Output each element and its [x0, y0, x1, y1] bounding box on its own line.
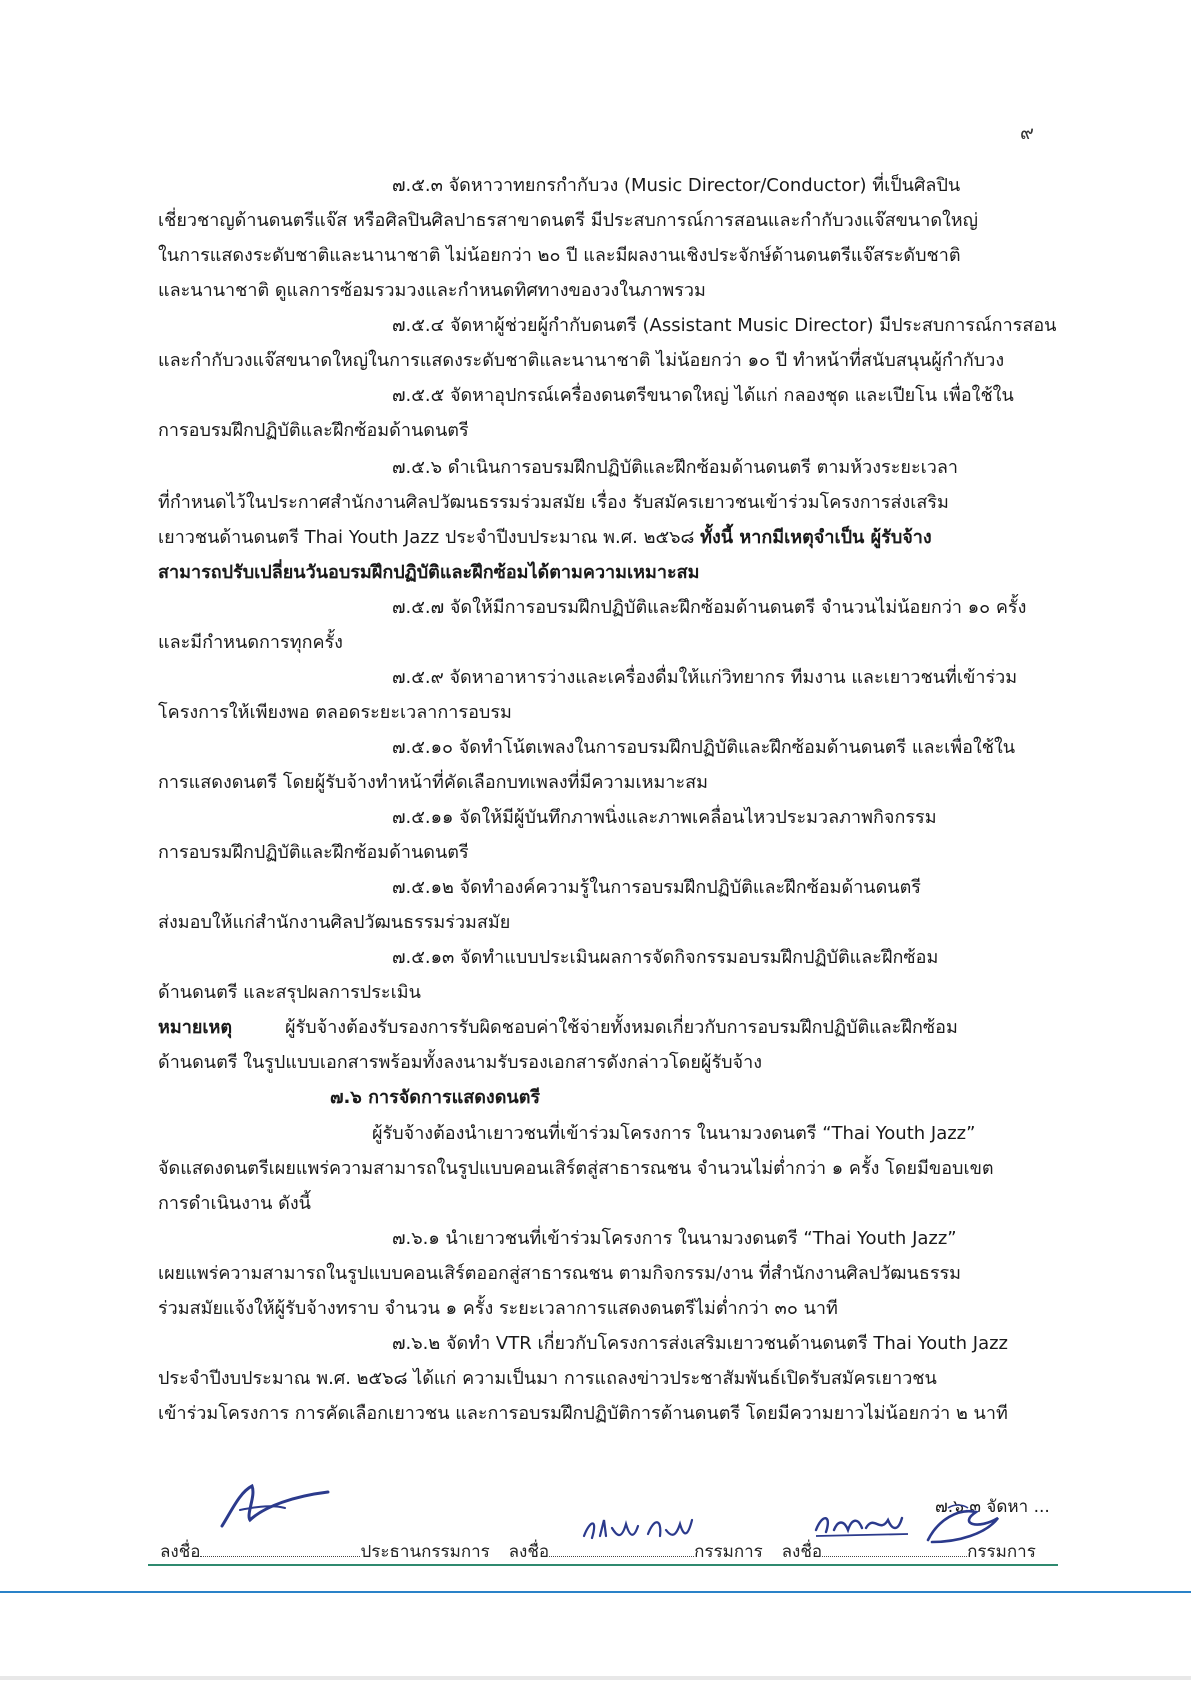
para-761-line-2: เผยแพร่ความสามารถในรูปแบบคอนเสิร์ตออกสู่สาธารณชน ตามกิจกรรม/งาน ที่สำนักงานศิลปวัฒนธรรม — [158, 1263, 962, 1284]
para-756-line-3-text: เยาวชนด้านดนตรี Thai Youth Jazz ประจำปีงบประมาณ พ.ศ. ๒๕๖๘ — [158, 527, 695, 548]
para-7510-line-1: ๗.๕.๑๐ จัดทำโน้ตเพลงในการอบรมฝึกปฏิบัติและฝึกซ้อมด้านดนตรี และเพื่อใช้ใน — [392, 737, 1016, 758]
bottom-strip — [0, 1676, 1191, 1680]
para-762-line-2: ประจำปีงบประมาณ พ.ศ. ๒๕๖๘ ได้แก่ ความเป็นมา การแถลงข่าวประชาสัมพันธ์เปิดรับสมัครเยาวชน — [158, 1368, 937, 1389]
footer-rule-green — [148, 1564, 1058, 1566]
para-753-line-4: และนานาชาติ ดูแลการซ้อมรวมวงและกำหนดทิศทางของวงในภาพรวม — [158, 280, 706, 301]
para-762-line-1: ๗.๖.๒ จัดทำ VTR เกี่ยวกับโครงการส่งเสริมเยาวชนด้านดนตรี Thai Youth Jazz — [392, 1333, 1008, 1354]
sign-label-2: ลงชื่อ — [508, 1542, 550, 1562]
para-756-line-1: ๗.๕.๖ ดำเนินการอบรมฝึกปฏิบัติและฝึกซ้อมด้านดนตรี ตามห้วงระยะเวลา — [392, 457, 959, 478]
para-755-line-1: ๗.๕.๕ จัดหาอุปกรณ์เครื่องดนตรีขนาดใหญ่ ได้แก่ กลองชุด และเปียโน เพื่อใช้ใน — [392, 385, 1014, 406]
para-762-line-3: เข้าร่วมโครงการ การคัดเลือกเยาวชน และการอบรมฝึกปฏิบัติการด้านดนตรี โดยมีความยาวไม่น้อยกว่า ๒ นาที — [158, 1403, 1008, 1424]
para-7512-line-2: ส่งมอบให้แก่สำนักงานศิลปวัฒนธรรมร่วมสมัย — [158, 912, 511, 933]
para-7512-line-1: ๗.๕.๑๒ จัดทำองค์ความรู้ในการอบรมฝึกปฏิบัติและฝึกซ้อมด้านดนตรี — [392, 877, 921, 898]
para-76-line-3: การดำเนินงาน ดังนี้ — [158, 1193, 311, 1214]
para-7511-line-2: การอบรมฝึกปฏิบัติและฝึกซ้อมด้านดนตรี — [158, 842, 469, 863]
remark-line-2: ด้านดนตรี ในรูปแบบเอกสารพร้อมทั้งลงนามรับรองเอกสารดังกล่าวโดยผู้รับจ้าง — [158, 1052, 762, 1073]
remark-line-1: ผู้รับจ้างต้องรับรองการรับผิดชอบค่าใช้จ่ายทั้งหมดเกี่ยวกับการอบรมฝึกปฏิบัติและฝึกซ้อม — [285, 1017, 958, 1038]
signature-dots-2 — [549, 1540, 694, 1557]
page-number: ๙ — [1020, 122, 1034, 144]
para-753-line-2: เชี่ยวชาญด้านดนตรีแจ๊ส หรือศิลปินศิลปาธรสาขาดนตรี มีประสบการณ์การสอนและกำกับวงแจ๊สขนาดใหญ่ — [158, 210, 978, 231]
signature-dots-1 — [200, 1540, 360, 1557]
para-757-line-1: ๗.๕.๗ จัดให้มีการอบรมฝึกปฏิบัติและฝึกซ้อมด้านดนตรี จำนวนไม่น้อยกว่า ๑๐ ครั้ง — [392, 597, 1027, 618]
remark-label: หมายเหตุ — [158, 1017, 233, 1038]
para-759-line-1: ๗.๕.๙ จัดหาอาหารว่างและเครื่องดื่มให้แก่วิทยากร ทีมงาน และเยาวชนที่เข้าร่วม — [392, 667, 1018, 688]
section-heading-76: ๗.๖ การจัดการแสดงดนตรี — [330, 1087, 541, 1108]
signature-dots-3 — [822, 1540, 967, 1557]
para-753-line-1: ๗.๕.๓ จัดหาวาทยกรกำกับวง (Music Director/Conductor) ที่เป็นศิลปิน — [392, 175, 961, 196]
para-761-line-1: ๗.๖.๑ นำเยาวชนที่เข้าร่วมโครงการ ในนามวงดนตรี “Thai Youth Jazz” — [392, 1228, 957, 1249]
para-757-line-2: และมีกำหนดการทุกครั้ง — [158, 632, 343, 653]
para-754-line-2: และกำกับวงแจ๊สขนาดใหญ่ในการแสดงระดับชาติและนานาชาติ ไม่น้อยกว่า ๑๐ ปี ทำหน้าที่สนับสนุนผู้กำกับวง — [158, 350, 1005, 371]
para-754-line-1: ๗.๕.๔ จัดหาผู้ช่วยผู้กำกับดนตรี (Assistant Music Director) มีประสบการณ์การสอน — [392, 315, 1057, 336]
role-member-1: กรรมการ — [694, 1542, 763, 1562]
para-7510-line-2: การแสดงดนตรี โดยผู้รับจ้างทำหน้าที่คัดเลือกบทเพลงที่มีความเหมาะสม — [158, 772, 709, 793]
sign-label-3: ลงชื่อ — [781, 1542, 823, 1562]
para-76-line-2: จัดแสดงดนตรีเผยแพร่ความสามารถในรูปแบบคอนเสิร์ตสู่สาธารณชน จำนวนไม่ต่ำกว่า ๑ ครั้ง โดยมีขอบเขต — [158, 1158, 994, 1179]
para-756-line-2: ที่กำหนดไว้ในประกาศสำนักงานศิลปวัฒนธรรมร่วมสมัย เรื่อง รับสมัครเยาวชนเข้าร่วมโครงการส่งเสริม — [158, 492, 949, 513]
role-member-2: กรรมการ — [967, 1542, 1036, 1562]
sign-label-1: ลงชื่อ — [160, 1542, 201, 1562]
para-7511-line-1: ๗.๕.๑๑ จัดให้มีผู้บันทึกภาพนิ่งและภาพเคลื่อนไหวประมวลภาพกิจกรรม — [392, 807, 937, 828]
role-chairman: ประธานกรรมการ — [360, 1542, 490, 1562]
para-756-line-3-bold: ทั้งนี้ หากมีเหตุจำเป็น ผู้รับจ้าง — [700, 527, 932, 548]
para-76-line-1: ผู้รับจ้างต้องนำเยาวชนที่เข้าร่วมโครงการ ในนามวงดนตรี “Thai Youth Jazz” — [372, 1123, 976, 1144]
para-756-line-4: สามารถปรับเปลี่ยนวันอบรมฝึกปฏิบัติและฝึกซ้อมได้ตามความเหมาะสม — [158, 562, 700, 583]
para-761-line-3: ร่วมสมัยแจ้งให้ผู้รับจ้างทราบ จำนวน ๑ ครั้ง ระยะเวลาการแสดงดนตรีไม่ต่ำกว่า ๓๐ นาที — [158, 1298, 838, 1319]
footer-rule-blue — [0, 1591, 1191, 1593]
para-755-line-2: การอบรมฝึกปฏิบัติและฝึกซ้อมด้านดนตรี — [158, 420, 469, 441]
para-756-line-3 — [158, 526, 932, 550]
signature-row — [160, 1538, 1036, 1565]
para-759-line-2: โครงการให้เพียงพอ ตลอดระยะเวลาการอบรม — [158, 702, 512, 723]
para-753-line-3: ในการแสดงระดับชาติและนานาชาติ ไม่น้อยกว่า ๒๐ ปี และมีผลงานเชิงประจักษ์ด้านดนตรีแจ๊สระดับชาติ — [158, 245, 961, 266]
signature-chairman — [210, 1470, 340, 1540]
para-7513-line-2: ด้านดนตรี และสรุปผลการประเมิน — [158, 982, 421, 1003]
continuation-marker: ๗.๖.๓ จัดหา ... — [935, 1497, 1050, 1517]
para-7513-line-1: ๗.๕.๑๓ จัดทำแบบประเมินผลการจัดกิจกรรมอบรมฝึกปฏิบัติและฝึกซ้อม — [392, 947, 939, 968]
